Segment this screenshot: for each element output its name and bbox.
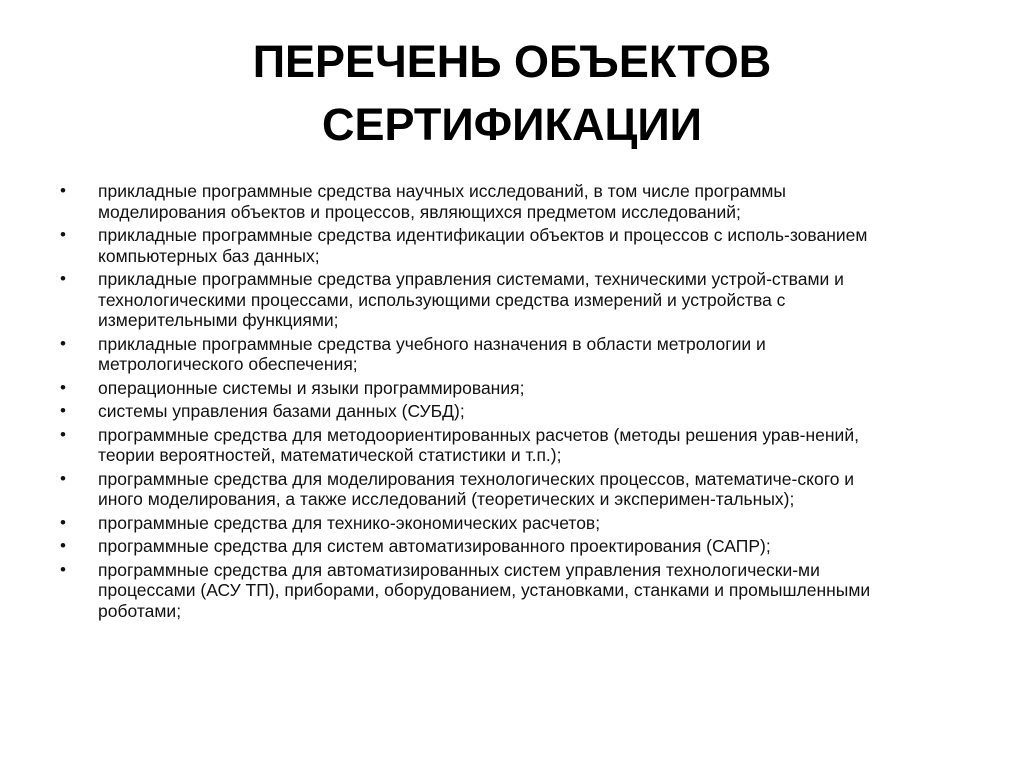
bullet-list [60, 181, 980, 624]
bullet-icon: • [60, 225, 66, 244]
list-item-line: иного моделирования, а также исследований (теоретических и эксперимен-тальных); [98, 489, 795, 509]
bullet-icon: • [60, 401, 66, 420]
bullet-icon: • [60, 559, 66, 579]
list-item [60, 469, 980, 510]
bullet-icon: • [60, 181, 66, 200]
list-item [60, 334, 980, 375]
list-item-line: прикладные программные средства научных исследований, в том числе программы [98, 181, 786, 201]
list-item [60, 560, 980, 622]
list-item-line: программные средства для систем автоматизированного проектирования (САПР); [98, 536, 771, 556]
list-item-line: измерительными функциями; [98, 310, 339, 330]
list-item-line: программные средства для методоориентированных расчетов (методы решения урав-нений, [98, 424, 859, 445]
list-item-line: метрологического обеспечения; [98, 354, 358, 374]
list-item-line: программные средства для автоматизированных систем управления технологически-ми [98, 559, 820, 580]
list-item-line: прикладные программные средства идентификации объектов и процессов с исполь-зованием [98, 225, 868, 245]
bullet-icon: • [60, 536, 66, 555]
list-item [60, 425, 980, 466]
bullet-icon: • [60, 333, 66, 353]
list-item-line: программные средства для моделирования технологических процессов, математиче-ского и [98, 468, 855, 489]
slide-title-line-2: СЕРТИФИКАЦИИ [321, 99, 703, 150]
list-item-line: системы управления базами данных (СУБД); [98, 401, 465, 421]
list-item [60, 378, 980, 399]
list-item-line: операционные системы и языки программирования; [98, 377, 525, 398]
list-item-line: компьютерных баз данных; [98, 245, 320, 266]
list-item [60, 181, 980, 222]
list-item-line: прикладные программные средства учебного назначения в области метрологии и [98, 333, 766, 354]
list-item-line: технологическими процессами, использующими средства измерений и устройства с [98, 289, 786, 310]
bullet-icon: • [60, 424, 66, 444]
bullet-icon: • [60, 512, 66, 532]
list-item-line: программные средства для технико-экономических расчетов; [98, 512, 601, 533]
list-item [60, 401, 980, 422]
list-item-line: роботами; [98, 600, 182, 621]
list-item-line: моделирования объектов и процессов, являющихся предметом исследований; [98, 201, 741, 222]
list-item-line: процессами (АСУ ТП), приборами, оборудованием, установками, станками и промышленными [98, 580, 871, 600]
bullet-icon: • [60, 269, 66, 288]
list-item [60, 269, 980, 331]
bullet-icon: • [60, 468, 66, 488]
slide-title [60, 30, 964, 156]
slide-title-line-1: ПЕРЕЧЕНЬ ОБЪЕКТОВ [252, 36, 772, 87]
list-item [60, 513, 980, 534]
bullet-icon: • [60, 377, 66, 397]
list-item [60, 536, 980, 557]
list-item [60, 225, 980, 266]
list-item-line: теории вероятностей, математической статистики и т.п.); [98, 445, 562, 465]
list-item-line: прикладные программные средства управления системами, техническими устрой-ствами и [98, 269, 844, 289]
